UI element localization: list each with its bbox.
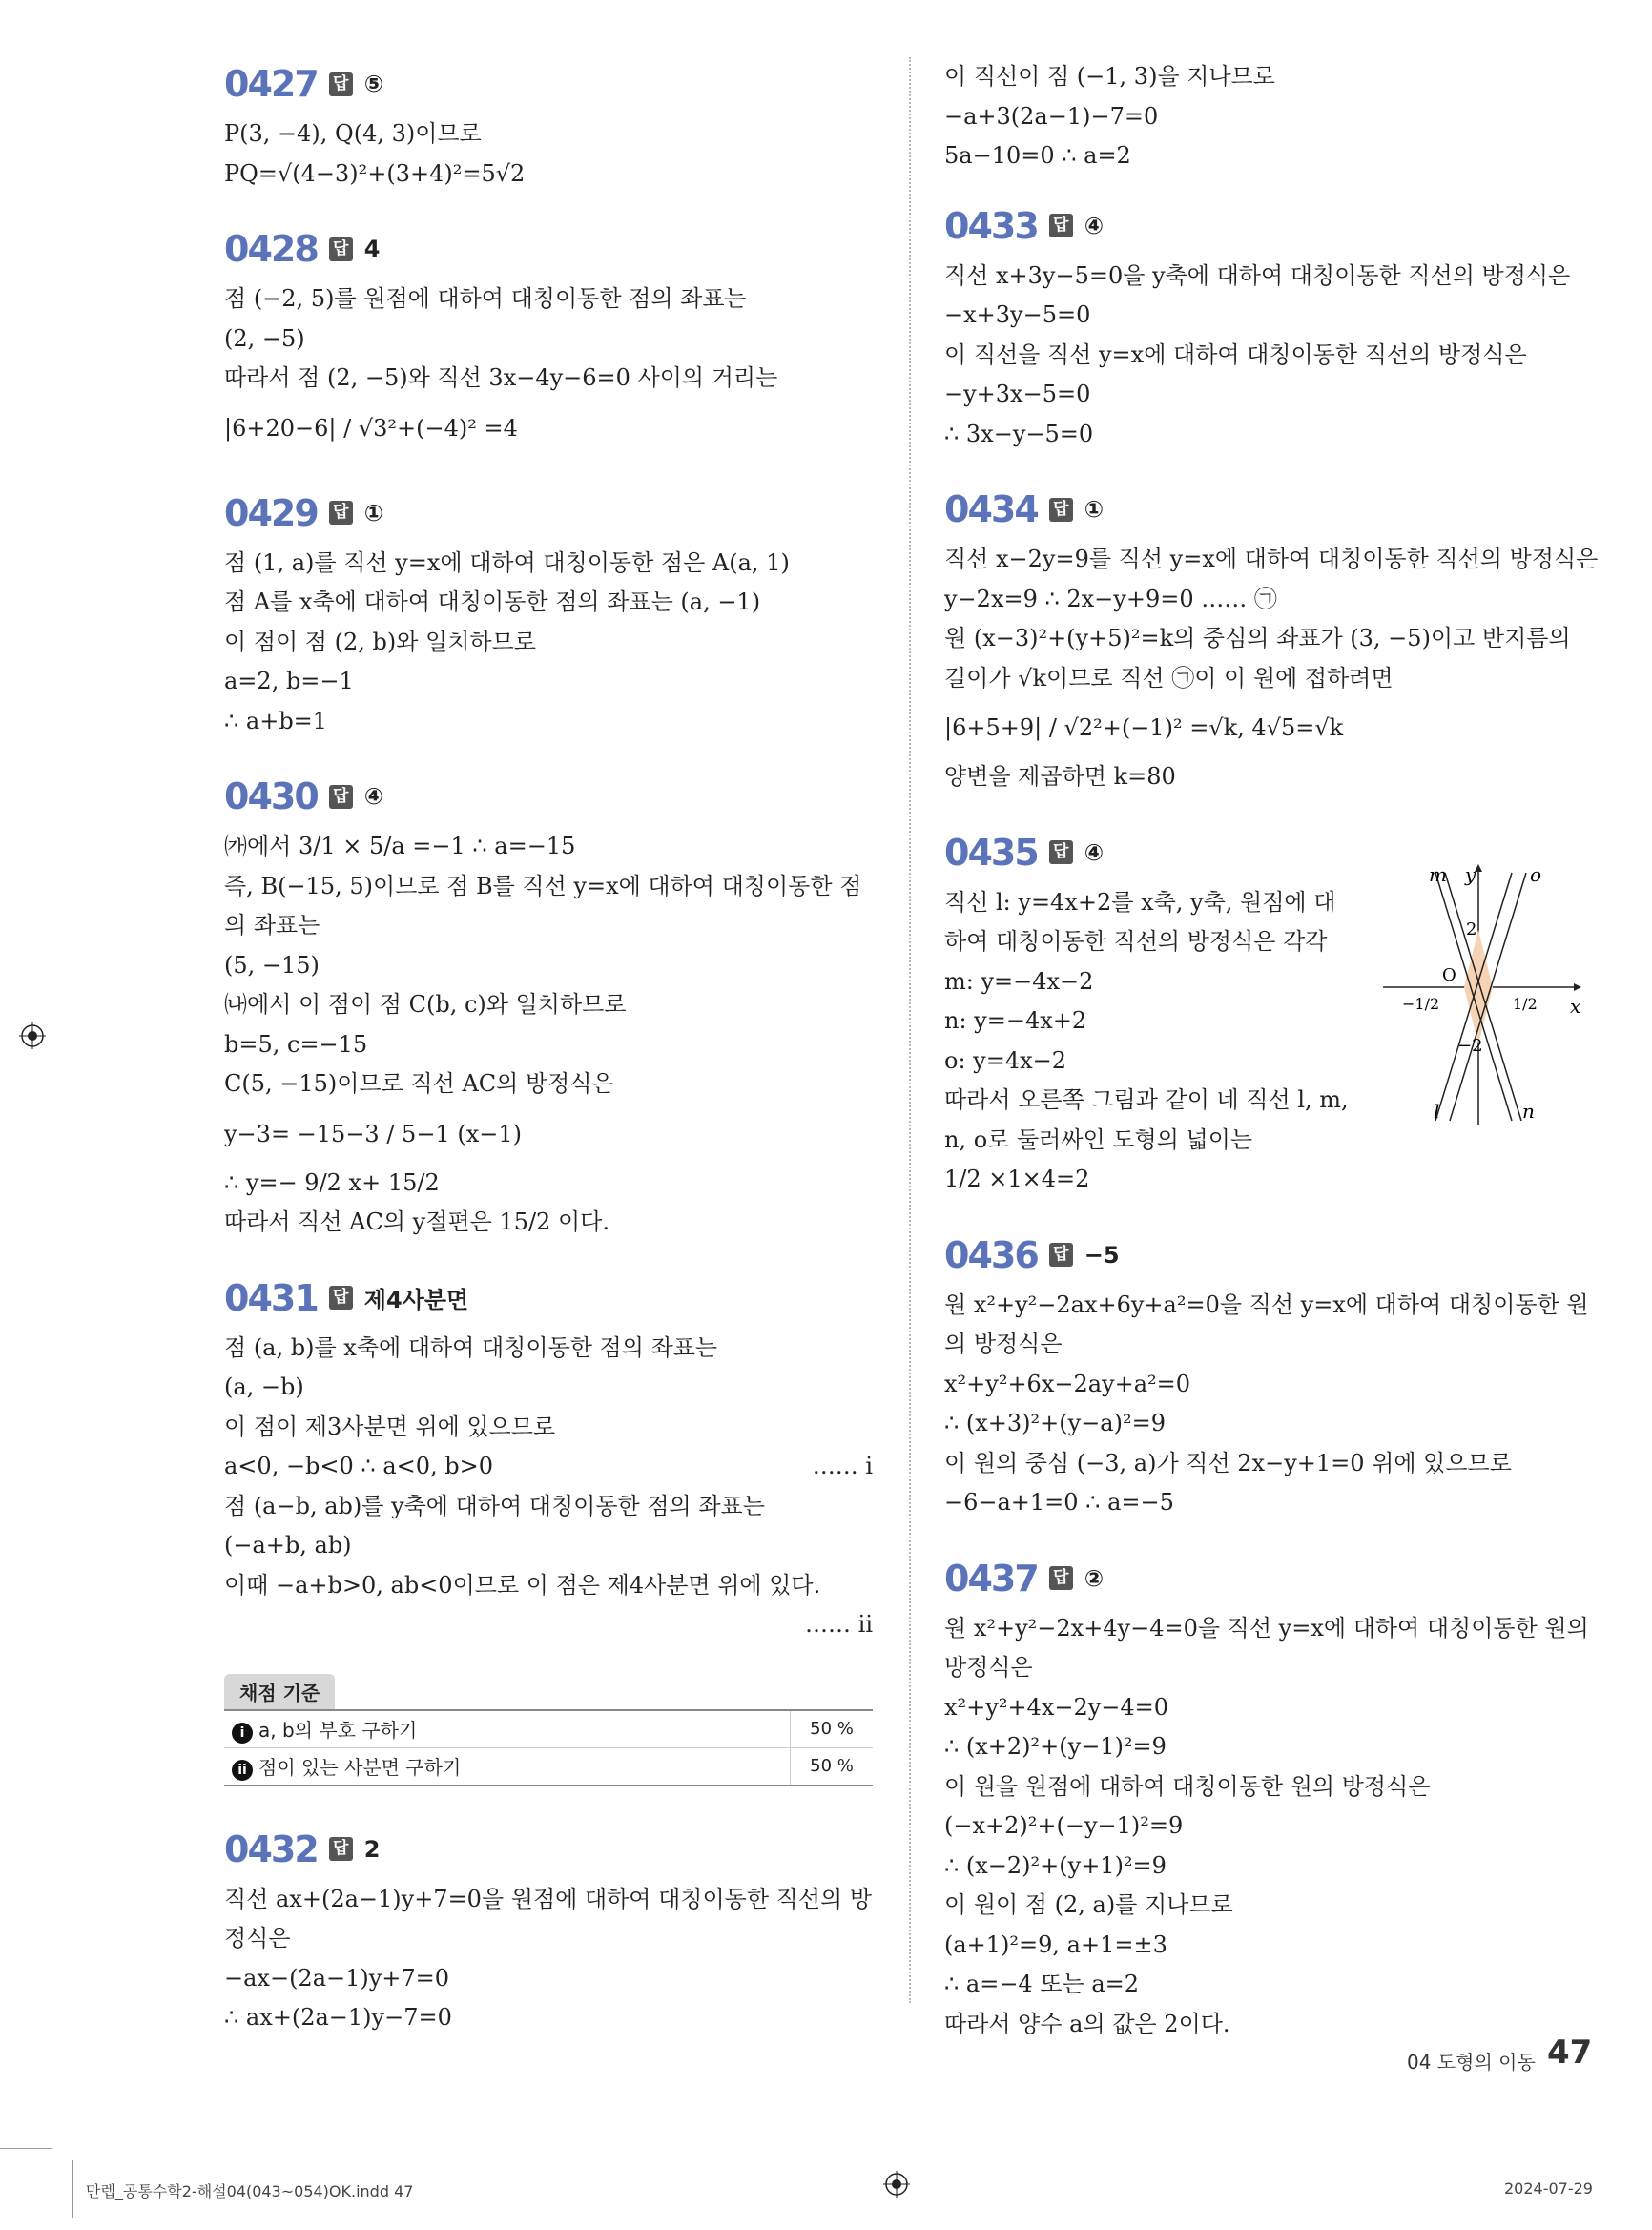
problem-0431 (224, 1271, 873, 1645)
solution-line: (2, −5) (224, 324, 305, 352)
answer-value: ① (1084, 496, 1105, 523)
answer-value: ④ (1084, 838, 1105, 866)
solution-line: n: y=−4x+2 (944, 1007, 1087, 1034)
problem-header (224, 222, 873, 276)
solution-line: C(5, −15)이므로 직선 AC의 방정식은 (224, 1070, 614, 1097)
solution-line: ∴ a=−4 또는 a=2 (944, 1971, 1140, 1997)
step-badge-icon: i (232, 1723, 253, 1744)
solution-line: −y+3x−5=0 (944, 381, 1091, 407)
answer-value: ① (363, 499, 384, 527)
solution-line: 이 원의 중심 (−3, a)가 직선 2x−y+1=0 위에 있으므로 (944, 1449, 1512, 1476)
solution-line: −6−a+1=0 ∴ a=−5 (944, 1489, 1174, 1516)
solution-line: ∴ 3x−y−5=0 (944, 420, 1094, 447)
problem-0429 (224, 486, 873, 742)
scoring-percent: 50 % (791, 1710, 874, 1748)
problem-header (944, 483, 1593, 536)
page-number: 47 (1547, 2034, 1593, 2072)
label-x: x (1570, 995, 1581, 1018)
answer-tag: 답 (329, 237, 353, 261)
solution-line: m: y=−4x−2 (944, 967, 1094, 995)
crop-mark (72, 2160, 73, 2218)
problem-number: 0432 (224, 1827, 318, 1870)
solution-line: 점 (−2, 5)를 원점에 대하여 대칭이동한 점의 좌표는 (224, 285, 747, 312)
problem-header (944, 1552, 1593, 1605)
answer-value: ② (1084, 1564, 1105, 1592)
answer-value: 4 (363, 236, 381, 262)
problem-0432 (224, 1823, 873, 2038)
answer-tag: 답 (329, 1286, 353, 1310)
crop-mark (0, 2148, 52, 2149)
footer-date: 2024-07-29 (1504, 2179, 1593, 2198)
problem-0437 (944, 1552, 1593, 2045)
solution-line: ㈎에서 3/1 × 5/a =−1 ∴ a=−15 (224, 833, 576, 859)
solution-line: ∴ (x+3)²+(y−a)²=9 (944, 1410, 1166, 1436)
answer-tag: 답 (329, 1837, 353, 1861)
solution-line: 방정식은 (944, 1654, 1033, 1681)
label-origin: O (1442, 965, 1456, 985)
solution-line: 5a−10=0 ∴ a=2 (944, 142, 1131, 169)
answer-tag: 답 (1049, 1566, 1073, 1590)
solution-line: ∴ (x+2)²+(y−1)²=9 (944, 1733, 1167, 1760)
answer-value: 제4사분면 (363, 1287, 469, 1313)
label-n: n (1522, 1100, 1535, 1123)
solution-line: −x+3y−5=0 (944, 301, 1091, 328)
problem-header (224, 486, 873, 540)
problem-number: 0431 (224, 1276, 318, 1319)
problem-0436 (944, 1229, 1593, 1523)
scoring-label: a, b의 부호 구하기 (258, 1718, 418, 1742)
solution-line: 원 x²+y²−2ax+6y+a²=0을 직선 y=x에 대하여 대칭이동한 원 (944, 1291, 1589, 1318)
solution-line: (5, −15) (224, 951, 320, 979)
solution-line: ∴ (x−2)²+(y+1)²=9 (944, 1851, 1167, 1879)
solution-line: |6+5+9| / √2²+(−1)² =√k, 4√5=√k (944, 714, 1344, 741)
solution-line: ∴ ax+(2a−1)y−7=0 (224, 2004, 452, 2031)
solution-line: (−a+b, ab) (224, 1532, 352, 1559)
solution-line: 이 직선을 직선 y=x에 대하여 대칭이동한 직선의 방정식은 (944, 341, 1527, 368)
answer-tag: 답 (329, 501, 353, 525)
continued-solution (944, 57, 1593, 176)
solution-line: 이 점이 점 (2, b)와 일치하므로 (224, 628, 536, 655)
solution-line: 따라서 직선 AC의 y절편은 15/2 이다. (224, 1208, 609, 1235)
scoring-table (224, 1709, 873, 1786)
label-o: o (1530, 863, 1542, 886)
label-half: 1/2 (1513, 995, 1538, 1013)
solution-line: 따라서 오른쪽 그림과 같이 네 직선 l, m, (944, 1086, 1349, 1113)
problem-0434 (944, 483, 1599, 797)
answer-value: ⑤ (363, 71, 384, 97)
scoring-row (224, 1747, 873, 1786)
solution-line: x²+y²+6x−2ay+a²=0 (944, 1370, 1191, 1397)
solution-line: PQ=√(4−3)²+(3+4)²=5√2 (224, 159, 526, 187)
problem-number: 0435 (944, 831, 1038, 874)
solution-line: 1/2 ×1×4=2 (944, 1166, 1090, 1192)
answer-tag: 답 (1049, 840, 1073, 864)
solution-line: 하여 대칭이동한 직선의 방정식은 각각 (944, 928, 1328, 955)
step-badge-icon: ii (232, 1760, 253, 1781)
problem-0430 (224, 770, 873, 1243)
solution-line: 이 원을 원점에 대하여 대칭이동한 원의 방정식은 (944, 1772, 1431, 1800)
scoring-percent: 50 % (791, 1747, 874, 1786)
problem-0433 (944, 199, 1593, 455)
x-axis-arrow-icon (1574, 983, 1581, 991)
solution-line: 직선 x−2y=9를 직선 y=x에 대하여 대칭이동한 직선의 방정식은 (944, 546, 1599, 572)
answer-value: −5 (1084, 1241, 1120, 1269)
solution-line: 의 방정식은 (944, 1331, 1063, 1357)
solution-line: −ax−(2a−1)y+7=0 (224, 1964, 450, 1992)
solution-line: P(3, −4), Q(4, 3)이므로 (224, 120, 482, 147)
problem-header (944, 199, 1593, 253)
solution-line: −a+3(2a−1)−7=0 (944, 102, 1159, 130)
problem-number: 0429 (224, 491, 318, 534)
solution-line: 점 (a−b, ab)를 y축에 대하여 대칭이동한 점의 좌표는 (224, 1492, 765, 1519)
problem-header (944, 1229, 1593, 1282)
problem-0427 (224, 57, 873, 194)
rhombus-graph (1383, 858, 1583, 1125)
solution-line: 점 (a, b)를 x축에 대하여 대칭이동한 점의 좌표는 (224, 1333, 718, 1361)
solution-line: 의 좌표는 (224, 912, 320, 939)
answer-tag: 답 (1049, 498, 1073, 522)
label-neg-half: −1/2 (1402, 995, 1440, 1013)
registration-mark-icon (19, 1022, 46, 1049)
label-y: y (1465, 863, 1476, 886)
problem-number: 0430 (224, 775, 318, 817)
problem-number: 0434 (944, 488, 1038, 530)
solution-line: 이때 −a+b>0, ab<0이므로 이 점은 제4사분면 위에 있다. (224, 1571, 821, 1599)
answer-tag: 답 (329, 72, 353, 96)
solution-line: 직선 ax+(2a−1)y+7=0을 원점에 대하여 대칭이동한 직선의 방 (224, 1885, 873, 1912)
answer-tag: 답 (1049, 214, 1073, 237)
solution-line: (a, −b) (224, 1373, 304, 1400)
problem-number: 0433 (944, 204, 1038, 247)
label-neg-2: −2 (1457, 1036, 1483, 1056)
left-column (224, 57, 873, 2067)
footer-filename: 만렙_공통수학2-해설04(043~054)OK.indd 47 (86, 2182, 414, 2200)
answer-tag: 답 (329, 785, 353, 809)
solution-line: y−3= −15−3 / 5−1 (x−1) (224, 1120, 522, 1147)
solution-line: 원 x²+y²−2x+4y−4=0을 직선 y=x에 대하여 대칭이동한 원의 (944, 1614, 1589, 1642)
solution-line: a=2, b=−1 (224, 668, 354, 694)
solution-line: x²+y²+4x−2y−4=0 (944, 1693, 1169, 1721)
solution-line: 정식은 (224, 1925, 291, 1951)
answer-value: ④ (363, 783, 384, 810)
solution-line: 이 직선이 점 (−1, 3)을 지나므로 (944, 63, 1275, 90)
solution-line: 점 (1, a)를 직선 y=x에 대하여 대칭이동한 점은 A(a, 1) (224, 548, 790, 576)
solution-line: b=5, c=−15 (224, 1030, 368, 1058)
solution-line: y−2x=9 ∴ 2x−y+9=0 …… ㉠ (944, 585, 1277, 612)
footer-chapter: 04 도형의 이동 (1407, 2051, 1536, 2074)
solution-line: 이 점이 제3사분면 위에 있으므로 (224, 1413, 556, 1440)
registration-mark-icon (883, 2171, 910, 2198)
scoring-row (224, 1710, 873, 1748)
solution-line: ∴ a+b=1 (224, 707, 328, 734)
scoring-label: 점이 있는 사분면 구하기 (258, 1755, 462, 1779)
solution-line: 즉, B(−15, 5)이므로 점 B를 직선 y=x에 대하여 대칭이동한 점 (224, 872, 862, 899)
problem-header (224, 1823, 873, 1876)
problem-0428 (224, 222, 873, 458)
scoring-criteria (224, 1674, 873, 1786)
answer-value: 2 (363, 1835, 381, 1863)
solution-line: |6+20−6| / √3²+(−4)² =4 (224, 414, 518, 442)
problem-number: 0428 (224, 228, 318, 270)
solution-line: 따라서 양수 a의 값은 2이다. (944, 2010, 1230, 2037)
problem-number: 0436 (944, 1233, 1038, 1276)
solution-line: 직선 x+3y−5=0을 y축에 대하여 대칭이동한 직선의 방정식은 (944, 261, 1571, 289)
problem-number: 0427 (224, 63, 318, 105)
step-marker: …… ii (805, 1611, 873, 1638)
solution-line: 따라서 점 (2, −5)와 직선 3x−4y−6=0 사이의 거리는 (224, 364, 778, 391)
answer-value: ④ (1084, 212, 1105, 239)
solution-line (224, 1605, 873, 1645)
solution-line: o: y=4x−2 (944, 1046, 1067, 1074)
solution-line: 길이가 √k이므로 직선 ㉠이 이 원에 접하려면 (944, 664, 1394, 692)
line-n (1445, 873, 1521, 1121)
solution-line: ∴ y=− 9/2 x+ 15/2 (224, 1168, 440, 1196)
problem-header (224, 1271, 873, 1325)
answer-tag: 답 (1049, 1243, 1073, 1267)
solution-line: a<0, −b<0 ∴ a<0, b>0 …… i (224, 1447, 873, 1487)
label-2: 2 (1466, 919, 1477, 939)
solution-line: n, o로 둘러싸인 도형의 넓이는 (944, 1125, 1253, 1153)
solution-line: 점 A를 x축에 대하여 대칭이동한 점의 좌표는 (a, −1) (224, 588, 761, 615)
solution-line: 직선 l: y=4x+2를 x축, y축, 원점에 대 (944, 888, 1336, 916)
problem-number: 0437 (944, 1557, 1038, 1600)
problem-header (224, 57, 873, 111)
problem-header (224, 770, 873, 823)
solution-line: 이 원이 점 (2, a)를 지나므로 (944, 1891, 1233, 1918)
scoring-title: 채점 기준 (224, 1674, 335, 1709)
column-divider (909, 57, 911, 2003)
solution-line: (−x+2)²+(−y−1)²=9 (944, 1812, 1184, 1839)
step-marker: …… i (812, 1453, 873, 1479)
label-l: l (1434, 1100, 1440, 1123)
solution-line: ㈏에서 이 점이 점 C(b, c)와 일치하므로 (224, 991, 627, 1018)
solution-line: 양변을 제곱하면 k=80 (944, 763, 1176, 790)
solution-line: 원 (x−3)²+(y+5)²=k의 중심의 좌표가 (3, −5)이고 반지름의 (944, 625, 1571, 651)
label-m: m (1429, 863, 1447, 886)
solution-line: (a+1)²=9, a+1=±3 (944, 1931, 1167, 1958)
